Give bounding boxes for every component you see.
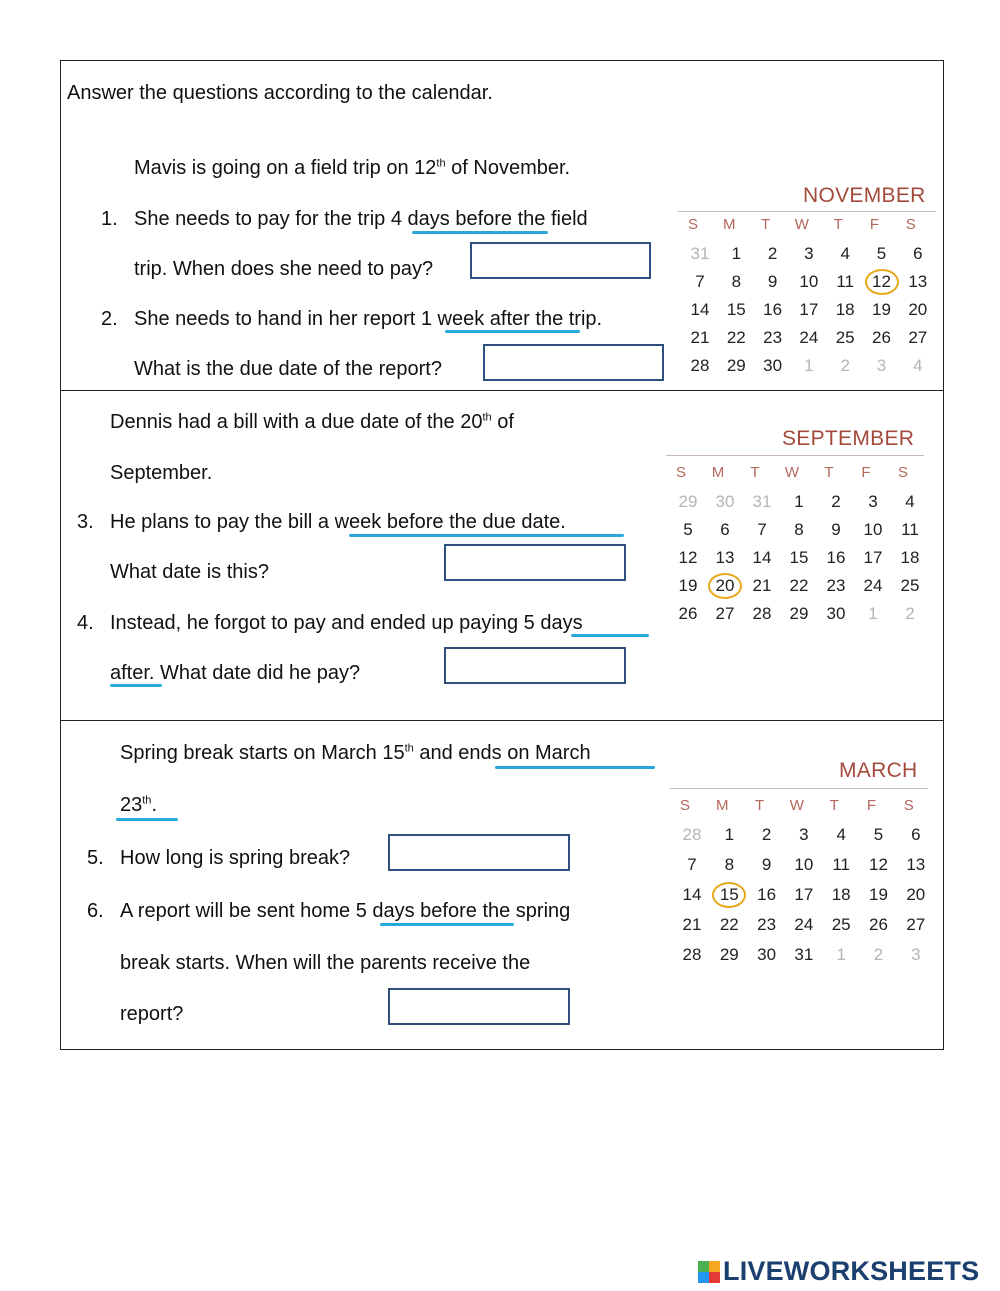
calendar-day: 11 bbox=[901, 520, 919, 539]
calendar-day: 19 bbox=[678, 576, 698, 595]
calendar-day: 20 bbox=[715, 576, 735, 595]
question-1-number: 1. bbox=[101, 208, 118, 230]
calendar-weekday: W bbox=[789, 797, 804, 814]
answer-box-1[interactable] bbox=[470, 242, 651, 279]
calendar-day: 20 bbox=[906, 885, 926, 904]
question-3-underline bbox=[349, 534, 624, 537]
calendar-day: 16 bbox=[826, 548, 846, 567]
calendar-day: 15 bbox=[726, 300, 746, 319]
calendar-day: 22 bbox=[726, 328, 746, 347]
calendar-day: 21 bbox=[682, 915, 702, 934]
calendar-day: 14 bbox=[682, 885, 702, 904]
calendar-rule bbox=[678, 211, 936, 212]
section-1-intro: Mavis is going on a field trip on 12th of November. bbox=[134, 157, 571, 179]
question-5-text: How long is spring break? bbox=[120, 847, 351, 869]
calendar-day: 5 bbox=[876, 244, 887, 263]
question-6-text: A report will be sent home 5 days before the spring bbox=[120, 900, 571, 922]
question-2-number: 2. bbox=[101, 308, 118, 330]
calendar-weekday: S bbox=[675, 464, 686, 481]
calendar-day: 10 bbox=[863, 520, 883, 539]
calendar-weekday: F bbox=[861, 464, 871, 481]
calendar-day: 19 bbox=[872, 300, 891, 319]
calendar-month-title: MARCH bbox=[839, 759, 918, 782]
calendar-day: 8 bbox=[794, 520, 804, 539]
calendar-day: 2 bbox=[767, 244, 778, 263]
calendar-day: 3 bbox=[804, 244, 814, 263]
calendar-day: 22 bbox=[719, 915, 739, 934]
logo-text: LIVEWORKSHEETS bbox=[723, 1256, 980, 1286]
calendar-day: 24 bbox=[794, 915, 814, 934]
calendar-day: 11 bbox=[836, 272, 855, 291]
answer-box-4[interactable] bbox=[444, 647, 626, 684]
calendar-day: 29 bbox=[678, 492, 698, 511]
question-6-number: 6. bbox=[87, 900, 104, 922]
calendar-day: 30 bbox=[826, 604, 846, 623]
calendar-day: 15 bbox=[789, 548, 809, 567]
calendar-day: 18 bbox=[900, 548, 920, 567]
calendar-weekday: S bbox=[897, 464, 908, 481]
calendar-day: 21 bbox=[752, 576, 772, 595]
calendar-day: 3 bbox=[799, 825, 809, 844]
calendar-day: 1 bbox=[794, 492, 804, 511]
section-2-intro: Dennis had a bill with a due date of the 20th of bbox=[110, 411, 514, 433]
answer-box-5[interactable] bbox=[388, 834, 570, 871]
calendar-day: 2 bbox=[873, 945, 884, 964]
calendar-day: 18 bbox=[831, 885, 851, 904]
question-3-text-line-2: What date is this? bbox=[110, 561, 269, 583]
calendar-day: 1 bbox=[731, 244, 742, 263]
answer-box-2[interactable] bbox=[483, 344, 664, 381]
calendar-day: 3 bbox=[876, 356, 887, 375]
calendar-weekday: T bbox=[829, 797, 839, 814]
calendar-day: 17 bbox=[863, 548, 883, 567]
calendar-day: 21 bbox=[690, 328, 710, 347]
question-4-underline bbox=[571, 634, 649, 637]
question-3-text: He plans to pay the bill a week before the due date. bbox=[110, 511, 566, 533]
calendar-day: 31 bbox=[752, 492, 772, 511]
calendar-day: 7 bbox=[687, 855, 697, 874]
logo-mark-icon bbox=[698, 1261, 720, 1283]
calendar-month-title: NOVEMBER bbox=[803, 184, 926, 207]
calendar-day: 27 bbox=[715, 604, 735, 623]
calendar-circled-date bbox=[708, 573, 742, 599]
answer-box-6[interactable] bbox=[388, 988, 570, 1025]
calendar-day: 8 bbox=[731, 272, 742, 291]
calendar-day: 24 bbox=[799, 328, 819, 347]
calendar-day: 28 bbox=[682, 825, 702, 844]
calendar-day: 13 bbox=[715, 548, 735, 567]
section-3-intro-line-2: 23th. bbox=[120, 794, 157, 816]
calendar-day: 14 bbox=[690, 300, 710, 319]
calendar-rule bbox=[670, 788, 928, 789]
calendar-weekday: T bbox=[833, 216, 843, 233]
calendar-weekday: M bbox=[711, 464, 725, 481]
calendar-day: 9 bbox=[831, 520, 841, 539]
section-3-intro-underline bbox=[495, 766, 655, 769]
calendar-day: 7 bbox=[757, 520, 767, 539]
calendar-day: 25 bbox=[900, 576, 920, 595]
calendar-day: 5 bbox=[873, 825, 884, 844]
calendar-day: 2 bbox=[840, 356, 850, 375]
calendar-weekday: T bbox=[755, 797, 765, 814]
calendar-day: 3 bbox=[868, 492, 878, 511]
calendar-weekday: T bbox=[824, 464, 834, 481]
calendar-day: 2 bbox=[831, 492, 841, 511]
section-3-intro: Spring break starts on March 15th and ends on March bbox=[120, 742, 591, 764]
calendar-day: 28 bbox=[690, 356, 710, 375]
calendar-day: 11 bbox=[832, 855, 851, 874]
calendar-day: 30 bbox=[763, 356, 783, 375]
question-6-underline bbox=[380, 923, 514, 926]
calendar-month-title: SEPTEMBER bbox=[782, 427, 915, 450]
question-1-underline bbox=[412, 231, 548, 234]
calendar-day: 13 bbox=[908, 272, 928, 291]
question-5-number: 5. bbox=[87, 847, 104, 869]
calendar-day: 22 bbox=[789, 576, 809, 595]
question-4-number: 4. bbox=[77, 612, 94, 634]
calendar-day: 23 bbox=[826, 576, 846, 595]
calendar-weekday: W bbox=[794, 216, 809, 233]
calendar-day: 31 bbox=[690, 244, 710, 263]
calendar-day: 8 bbox=[724, 855, 735, 874]
calendar-weekday: S bbox=[679, 797, 690, 814]
question-1-text: She needs to pay for the trip 4 days before the field bbox=[134, 208, 588, 230]
calendar-weekday: S bbox=[903, 797, 914, 814]
calendar-day: 2 bbox=[905, 604, 915, 623]
question-6-text-line-2: break starts. When will the parents receive the bbox=[120, 952, 531, 974]
calendar-day: 30 bbox=[757, 945, 777, 964]
calendar-day: 5 bbox=[683, 520, 693, 539]
calendar-day: 28 bbox=[752, 604, 772, 623]
calendar-day: 15 bbox=[719, 885, 739, 904]
calendar-day: 23 bbox=[763, 328, 783, 347]
calendar-day: 25 bbox=[835, 328, 855, 347]
calendar-day: 26 bbox=[678, 604, 698, 623]
calendar-day: 1 bbox=[868, 604, 878, 623]
calendar-day: 13 bbox=[906, 855, 926, 874]
answer-box-3[interactable] bbox=[444, 544, 626, 581]
calendar-day: 23 bbox=[757, 915, 777, 934]
calendar-day: 27 bbox=[906, 915, 926, 934]
calendar-day: 12 bbox=[872, 272, 891, 291]
calendar-day: 31 bbox=[794, 945, 814, 964]
liveworksheets-logo bbox=[698, 1256, 979, 1287]
calendar-day: 16 bbox=[757, 885, 777, 904]
calendar-weekday: M bbox=[723, 216, 736, 233]
instructions: Answer the questions according to the calendar. bbox=[67, 82, 493, 104]
calendar-day: 27 bbox=[908, 328, 928, 347]
calendar-day: 4 bbox=[913, 356, 923, 375]
calendar-day: 6 bbox=[913, 244, 923, 263]
calendar-day: 3 bbox=[911, 945, 921, 964]
calendar-day: 4 bbox=[840, 244, 850, 263]
section-2-intro-line-2: September. bbox=[110, 462, 213, 484]
calendar-day: 29 bbox=[726, 356, 746, 375]
calendar-day: 14 bbox=[752, 548, 772, 567]
calendar-day: 1 bbox=[724, 825, 735, 844]
calendar-day: 9 bbox=[767, 272, 778, 291]
question-2-underline bbox=[445, 330, 580, 333]
calendar-day: 17 bbox=[794, 885, 814, 904]
calendar-weekday: T bbox=[761, 216, 771, 233]
question-2-text: She needs to hand in her report 1 week after the trip. bbox=[134, 308, 603, 330]
calendar-day: 1 bbox=[804, 356, 814, 375]
calendar-day: 29 bbox=[719, 945, 739, 964]
calendar-day: 28 bbox=[682, 945, 702, 964]
calendar-weekday: F bbox=[869, 216, 880, 233]
calendar-day: 7 bbox=[695, 272, 705, 291]
calendar-day: 10 bbox=[794, 855, 814, 874]
calendar-day: 4 bbox=[905, 492, 915, 511]
question-3-number: 3. bbox=[77, 511, 94, 533]
calendar-day: 4 bbox=[836, 825, 846, 844]
calendar-day: 10 bbox=[799, 272, 819, 291]
calendar-day: 29 bbox=[789, 604, 809, 623]
calendar-weekday: M bbox=[716, 797, 729, 814]
calendar-rule bbox=[666, 455, 924, 456]
question-4-text-line-2: after. What date did he pay? bbox=[110, 662, 361, 684]
calendar-day: 2 bbox=[761, 825, 772, 844]
calendar-day: 19 bbox=[869, 885, 888, 904]
calendar-circled-date bbox=[865, 269, 899, 295]
calendar-day: 25 bbox=[831, 915, 851, 934]
calendar-day: 26 bbox=[869, 915, 888, 934]
calendar-day: 12 bbox=[678, 548, 698, 567]
question-4-text: Instead, he forgot to pay and ended up paying 5 days bbox=[110, 612, 583, 634]
calendar-day: 9 bbox=[761, 855, 772, 874]
calendar-day: 1 bbox=[836, 945, 846, 964]
calendar-day: 6 bbox=[720, 520, 730, 539]
calendar-day: 20 bbox=[908, 300, 928, 319]
calendar-weekday: T bbox=[750, 464, 760, 481]
calendar-weekday: F bbox=[866, 797, 877, 814]
calendar-day: 18 bbox=[835, 300, 855, 319]
section-3-intro-underline-2 bbox=[116, 818, 178, 821]
question-2-text-line-2: What is the due date of the report? bbox=[134, 358, 442, 380]
question-6-text-line-3: report? bbox=[120, 1003, 184, 1025]
calendar-day: 30 bbox=[715, 492, 735, 511]
calendar-weekday: W bbox=[784, 464, 800, 481]
calendar-day: 17 bbox=[799, 300, 819, 319]
calendar-weekday: S bbox=[905, 216, 916, 233]
calendar-day: 6 bbox=[911, 825, 921, 844]
calendar-weekday: S bbox=[687, 216, 698, 233]
calendar-day: 12 bbox=[869, 855, 888, 874]
calendar-day: 26 bbox=[872, 328, 891, 347]
question-4-underline-2 bbox=[110, 684, 162, 687]
calendar-day: 24 bbox=[863, 576, 883, 595]
question-1-text-line-2: trip. When does she need to pay? bbox=[134, 258, 434, 280]
calendar-day: 16 bbox=[763, 300, 783, 319]
